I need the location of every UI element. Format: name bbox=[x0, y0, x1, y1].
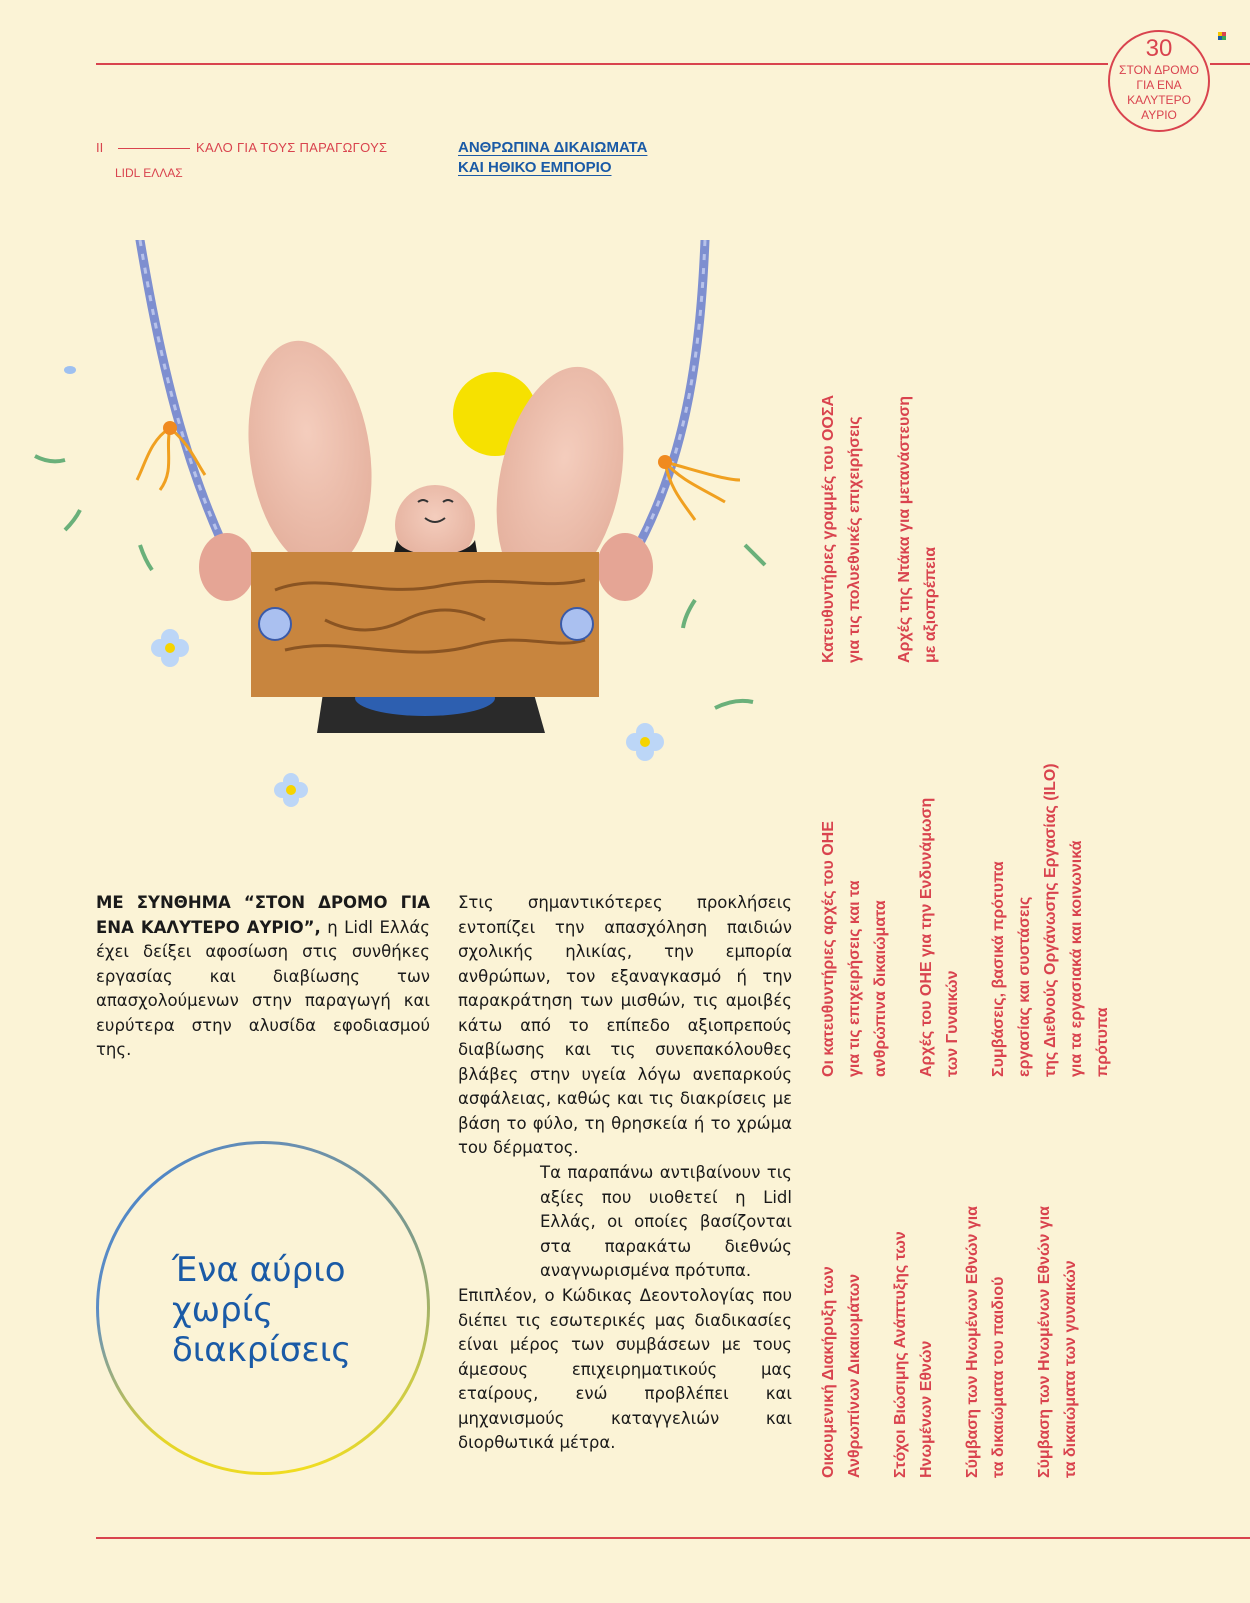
standard-line: των Γυναικών bbox=[944, 970, 961, 1077]
intro-paragraph bbox=[96, 891, 430, 1063]
standard-line: τα δικαιώματα του παιδιού bbox=[990, 1276, 1007, 1478]
callout-line: Ένα αύριο bbox=[172, 1250, 346, 1290]
standard-line: Ηνωμένων Εθνών bbox=[918, 1340, 935, 1478]
standard-line: Ανθρωπίνων Δικαιωμάτων bbox=[846, 1273, 863, 1478]
topic-link[interactable] bbox=[458, 138, 647, 178]
leaf-icon bbox=[35, 456, 65, 461]
badge-line: ΣΤΟΝ ΔΡΟΜΟ bbox=[1119, 63, 1199, 77]
standard-line: για τα εργασιακά και κοινωνικά bbox=[1068, 840, 1085, 1077]
right-rope-icon bbox=[625, 240, 705, 570]
callout-line: διακρίσεις bbox=[172, 1330, 352, 1370]
standard-sdgs bbox=[888, 1175, 940, 1478]
petal-icon bbox=[64, 366, 76, 374]
swing-illustration bbox=[25, 240, 795, 830]
standard-line: για τις πολυεθνικές επιχειρήσεις bbox=[846, 416, 863, 663]
flower-icon bbox=[626, 723, 664, 761]
standard-line: Συμβάσεις, βασικά πρότυπα bbox=[990, 861, 1007, 1077]
standard-women-rights bbox=[1032, 1143, 1084, 1478]
standard-line: για τις επιχειρήσεις και τα bbox=[846, 880, 863, 1077]
bolt-icon bbox=[561, 608, 593, 640]
standard-line: πρότυπα bbox=[1094, 1007, 1111, 1077]
standard-line: Οι κατευθυντήριες αρχές του ΟΗΕ bbox=[820, 821, 837, 1077]
standard-line: Αρχές της Ντάκα για μετανάστευση bbox=[896, 395, 913, 663]
standard-line: Κατευθυντήριες γραμμές του ΟΟΣΑ bbox=[820, 394, 837, 663]
standard-un-business bbox=[816, 757, 894, 1077]
standard-line: ανθρώπινα δικαιώματα bbox=[872, 900, 889, 1077]
standard-oecd bbox=[816, 318, 868, 663]
callout-line: χωρίς bbox=[172, 1290, 274, 1330]
top-rule bbox=[96, 63, 1108, 65]
callout-text bbox=[172, 1250, 351, 1370]
page-number: 30 bbox=[1145, 35, 1173, 62]
standard-line: Σύμβαση των Ηνωμένων Εθνών για bbox=[1036, 1205, 1053, 1478]
flower-icon bbox=[151, 629, 189, 667]
challenges-paragraph: Στις σημαντικότερες προκλήσεις εντοπίζει την απασχόληση παιδιών σχολικής ηλικίας, την εμπορία ανθρώπων, τον εξαναγκασμό ή την παρακράτηση των μισθών, τις αμοιβές κάτω από το επίπεδο αξιοπρεπούς διαβίωσης και τις συνεπακόλουθες βλάβες στην υγεία λόγω ανεπαρκούς ασφάλειας, καθώς και τις διακρίσεις με βάση το φύλο, τη θρησκεία ή το χρώμα του δέρματος. bbox=[458, 893, 792, 1157]
section-subtitle: LIDL ΕΛΛΑΣ bbox=[115, 166, 183, 180]
standard-un-women-empowerment bbox=[914, 745, 966, 1077]
swing-seat-icon bbox=[251, 552, 599, 697]
standard-dhaka bbox=[892, 328, 944, 663]
standard-line: εργασίας και συστάσεις bbox=[1016, 896, 1033, 1077]
top-rule-right bbox=[1210, 63, 1250, 65]
intro-bold: ΜΕ ΣΥΝΘΗΜΑ “ΣΤΟΝ ΔΡΟΜΟ ΓΙΑ ΕΝΑ ΚΑΛΥΤΕΡΟ ΑΥΡΙΟ”, bbox=[96, 893, 430, 937]
standard-udhr bbox=[816, 1198, 868, 1478]
topic-line: ΚΑΙ ΗΘΙΚΟ ΕΜΠΟΡΙΟ bbox=[458, 159, 612, 176]
page-number-badge bbox=[1108, 30, 1210, 132]
hand-icon bbox=[199, 533, 255, 601]
section-title: ΚΑΛΟ ΓΙΑ ΤΟΥΣ ΠΑΡΑΓΩΓΟΥΣ bbox=[196, 140, 388, 155]
leaf-icon bbox=[65, 510, 80, 530]
standard-line: της Διεθνούς Οργάνωσης Εργασίας (ILO) bbox=[1042, 763, 1059, 1077]
leaf-icon bbox=[745, 545, 765, 565]
values-paragraph: Τα παραπάνω αντιβαίνουν τις αξίες που υιοθετεί η Lidl Ελλάς, οι οποίες βασίζονται στα παρακάτω διεθνώς αναγνωρισμένα πρότυπα. bbox=[540, 1163, 792, 1280]
ribbon-icon bbox=[665, 462, 740, 520]
intro-text: η Lidl Ελλάς έχει δείξει αφοσίωση στις συνθήκες εργασίας και διαβίωσης των απασχολούμενων στην παραγωγή και ευρύτερα στην αλυσίδα εφοδιασμού της. bbox=[96, 917, 430, 1059]
section-divider bbox=[118, 148, 190, 149]
code-of-conduct-paragraph: Επιπλέον, ο Κώδικας Δεοντολογίας που διέπει τις εσωτερικές μας διαδικασίες είναι μέρος των συμβάσεων με τους άμεσους επιχειρηματικούς μας εταίρους, ενώ προβλέπει και μηχανισμούς καταγγελιών και διορθωτικά μέτρα. bbox=[458, 1286, 792, 1452]
standard-ilo bbox=[986, 693, 1116, 1077]
standard-line: τα δικαιώματα των γυναικών bbox=[1062, 1260, 1079, 1478]
standard-child-rights bbox=[960, 1143, 1012, 1478]
hand-icon bbox=[597, 533, 653, 601]
bottom-rule bbox=[96, 1537, 1250, 1539]
leaf-icon bbox=[140, 545, 152, 570]
leaf-icon bbox=[683, 600, 695, 628]
leaf-icon bbox=[715, 701, 753, 708]
left-rope-icon bbox=[140, 240, 235, 570]
bolt-icon bbox=[259, 608, 291, 640]
brand-logo-icon bbox=[1218, 32, 1227, 41]
standard-line: Σύμβαση των Ηνωμένων Εθνών για bbox=[964, 1205, 981, 1478]
foot-icon bbox=[235, 333, 386, 577]
standard-line: Στόχοι Βιώσιμης Ανάπτυξης των bbox=[892, 1231, 909, 1478]
topic-line: ΑΝΘΡΩΠΙΝΑ ΔΙΚΑΙΩΜΑΤΑ bbox=[458, 139, 648, 156]
standard-line: Αρχές του ΟΗΕ για την Ενδυνάμωση bbox=[918, 797, 935, 1077]
badge-line: ΑΥΡΙΟ bbox=[1141, 108, 1177, 122]
standard-line: με αξιοπρέπεια bbox=[922, 546, 939, 663]
badge-line: ΚΑΛΥΤΕΡΟ bbox=[1127, 93, 1191, 107]
section-roman: II bbox=[96, 140, 104, 155]
flower-icon bbox=[274, 773, 308, 807]
standard-line: Οικουμενική Διακήρυξη των bbox=[820, 1266, 837, 1478]
badge-line: ΓΙΑ ΕΝΑ bbox=[1136, 78, 1182, 92]
